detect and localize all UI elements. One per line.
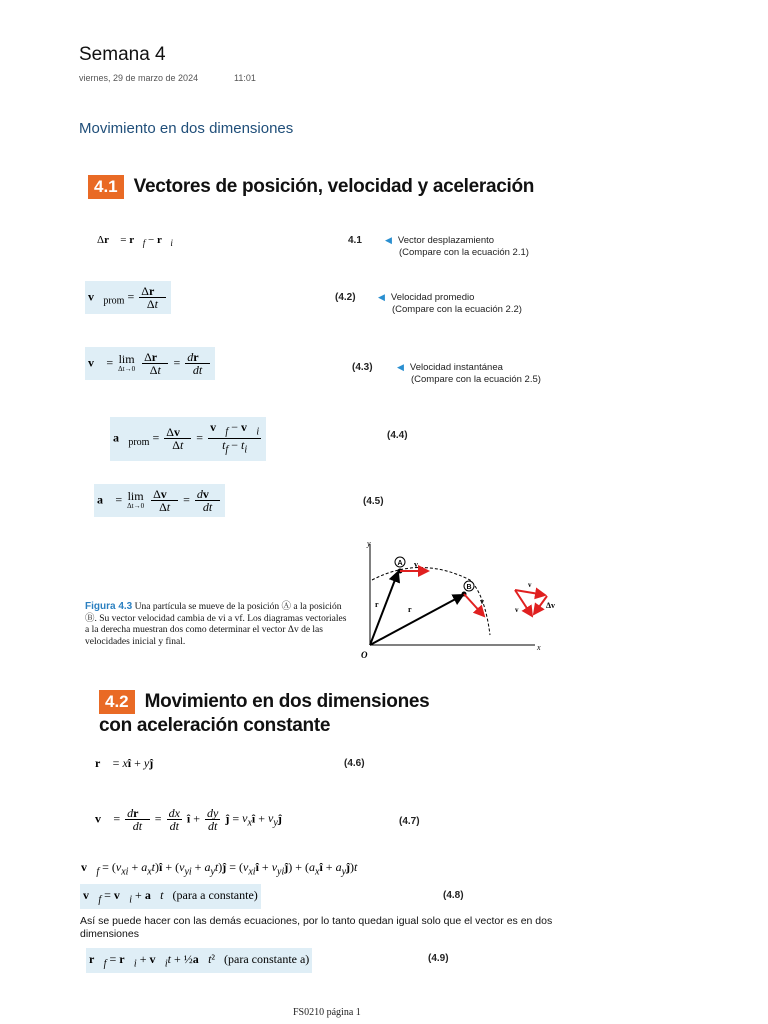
- figure-caption: Figura 4.3 Una partícula se mueve de la posición Ⓐ a la posición Ⓑ. Su vector velocidad cambia de vi a vf. Los diagramas vectoriales a la derecha muestran dos como determinar el vector Δv de las velocidades inicial y final.: [85, 601, 347, 647]
- equation-number: (4.9): [428, 953, 449, 964]
- delta-v-label: Δv: [546, 601, 556, 610]
- equation-number: (4.4): [387, 430, 408, 441]
- vi-label: v: [414, 560, 418, 569]
- equation-4-1: Δr⃗ = $r⃗_f$ − $r⃗_i$: [97, 234, 173, 249]
- rf-label: r: [408, 605, 412, 614]
- equation-note: ◀ Vector desplazamiento (Compare con la ecuación 2.1): [385, 235, 529, 258]
- trajectory-path: [372, 568, 490, 636]
- equation-vf-expanded: $v⃗_f = (v_{xi}$ + $a_xt)î + (v_{yi}$ + $a_yt)ĵ$ = ($v_{xi}î$ + $v_{yi}ĵ$) + ($a_xî$ + $a_yĵ)t$: [81, 860, 358, 878]
- diagram-vi: [515, 590, 545, 595]
- equation-4-3: v⃗ = lim Δt→0 $\frac{\Delta r⃗}{\Delta t}$ = $\frac{dr⃗}{dt}$: [85, 347, 215, 380]
- equation-4-6: r⃗ = xî + yĵ: [95, 756, 154, 770]
- section-4-2-header: [99, 690, 429, 737]
- ri-label: r: [375, 600, 379, 609]
- body-text: Así se puede hacer con las demás ecuaciones, por lo tanto quedan igual solo que el vector es en dos dimensiones: [80, 915, 553, 940]
- equation-number: (4.5): [363, 496, 384, 507]
- equation-4-4: $a⃗_{prom}$ = $\frac{\Delta v⃗}{\Delta t}$ = $\frac{v⃗_f - v⃗_i}{t_f - t_i}$: [110, 417, 266, 461]
- equation-number: 4.1: [348, 235, 362, 246]
- equation-number: (4.8): [443, 890, 464, 901]
- page-date: viernes, 29 de marzo de 2024: [79, 73, 199, 83]
- equation-number: (4.2): [335, 292, 356, 303]
- equation-note: ◀ Velocidad instantánea (Compare con la ecuación 2.5): [397, 362, 541, 385]
- figure-label: Figura 4.3: [85, 601, 133, 612]
- section-heading: Movimiento en dos dimensiones: [79, 120, 294, 137]
- equation-number: (4.7): [399, 816, 420, 827]
- equation-number: (4.6): [344, 758, 365, 769]
- page-footer: FS0210 página 1: [293, 1007, 361, 1018]
- section-title-line1: Movimiento en dos dimensiones: [144, 691, 430, 712]
- section-title-line2: con aceleración constante: [99, 715, 331, 736]
- svg-text:A: A: [397, 560, 403, 567]
- y-axis-label: y: [367, 540, 371, 548]
- page-title: Semana 4: [79, 44, 166, 65]
- section-4-1-header: [88, 175, 534, 199]
- equation-note: ◀ Velocidad promedio (Compare con la ecuación 2.2): [378, 292, 522, 315]
- equation-number: (4.3): [352, 362, 373, 373]
- equation-4-9: $r⃗_f$ = $r⃗_i$ + $v⃗_it$ + ½a⃗t² (para constante a): [86, 948, 312, 973]
- section-number: 4.1: [88, 175, 124, 199]
- svg-text:v: v: [528, 581, 532, 589]
- section-number: 4.2: [99, 690, 135, 714]
- svg-text:B: B: [466, 584, 472, 591]
- pointer-triangle-icon: ◀: [385, 235, 392, 245]
- equation-4-2: $v⃗_{prom}$ = $\frac{\Delta r⃗}{\Delta t}$: [85, 281, 171, 314]
- pointer-triangle-icon: ◀: [378, 292, 385, 302]
- pointer-triangle-icon: ◀: [397, 362, 404, 372]
- section-title: Vectores de posición, velocidad y aceleración: [133, 176, 535, 197]
- equation-4-8: $v⃗_f$ = $v⃗_i$ + a⃗t (para a constante): [80, 884, 261, 909]
- position-vector-rf: [370, 595, 463, 645]
- x-axis-label: x: [537, 643, 541, 652]
- equation-4-7: v⃗ = $\frac{dr⃗}{dt}$ = $\frac{dx}{dt}$ î + $\frac{dy}{dt}$ ĵ = $v_xî$ + $v_yĵ$: [95, 806, 282, 833]
- trajectory-figure: [360, 540, 570, 660]
- equation-4-5: a⃗ = lim Δt→0 $\frac{\Delta v⃗}{\Delta t}$ = $\frac{dv⃗}{dt}$: [94, 484, 225, 517]
- page-time: 11:01: [234, 73, 256, 83]
- svg-text:v: v: [515, 606, 519, 614]
- origin-label: O: [361, 650, 368, 660]
- vf-label: v: [480, 597, 484, 606]
